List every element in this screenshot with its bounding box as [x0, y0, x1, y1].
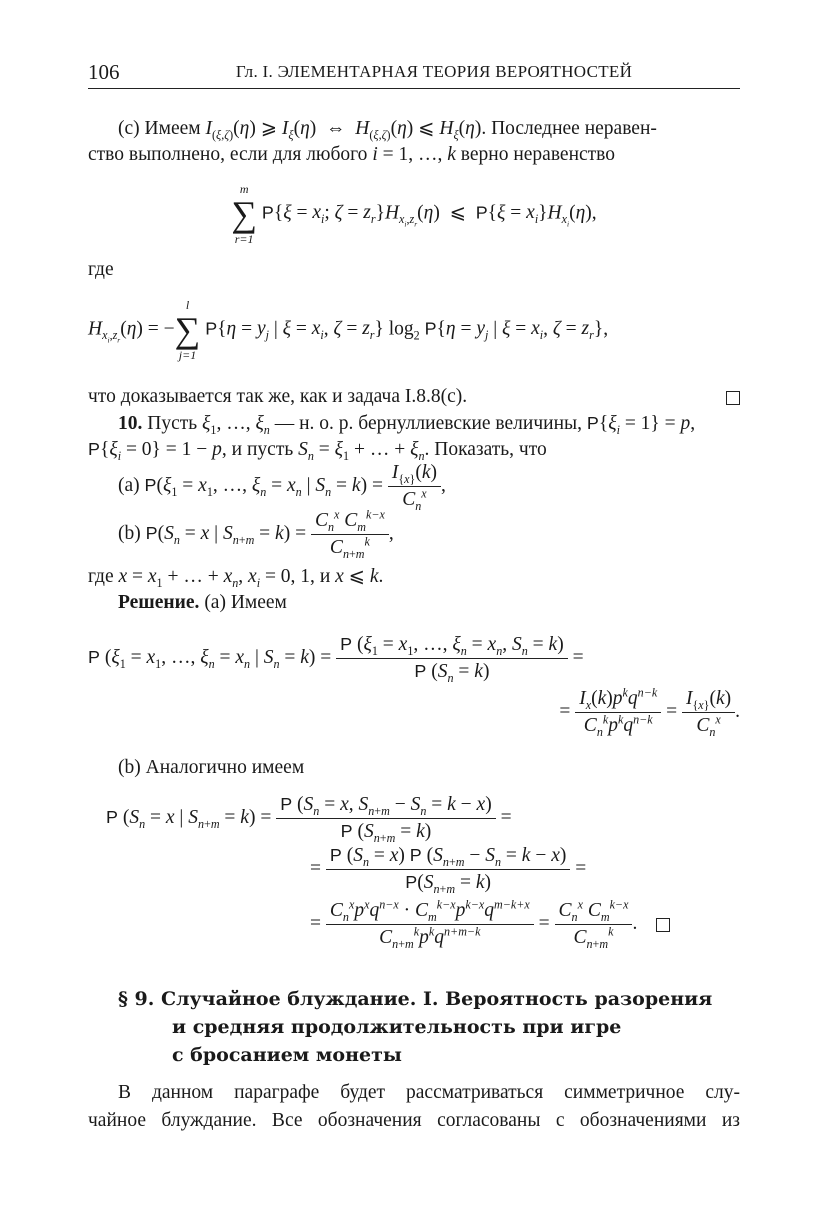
text-solution: Решение. (a) Имеем	[118, 592, 287, 613]
formula-solution-b-1: P ($S_n = x$ | $S_{n+m} = k$) = $\frac{P (S_n = x, S_{n+m} - S_n = k - x)}{P (S_{n+m} = k)}$ =	[106, 794, 512, 845]
text-proved: что доказывается так же, как и задача I.8.8(c).	[88, 385, 740, 409]
page	[88, 0, 740, 1210]
running-header	[88, 58, 740, 89]
text-similarly: (b) Аналогично имеем	[118, 757, 305, 778]
formula-solution-a-1: P ($\xi_1 = x_1$, …, $\xi_n = x_n$ | $S_n = k$) = $\frac{P (\xi_1 = x_1, \dots, \xi_n = x_n, S_n = k)}{P (S_n = k)}$ =	[88, 634, 584, 685]
formula-solution-b-2: = $\frac{P (S_n = x) P (S_{n+m} - S_n = k - x)}{P(S_{n+m} = k)}$ =	[310, 845, 587, 896]
text-where: где	[88, 259, 114, 280]
paragraph-line1: В данном параграфе будет рассматриваться симметричное слу-	[118, 1082, 740, 1103]
paragraph-line2: чайное блуждание. Все обозначения согласованы с обозначениями из	[88, 1110, 740, 1131]
problem-10-item-b: (b) $P(S_n = x$ | $S_{n+m} = k$) = $\frac{C_n^x C_m^{k-x}}{C_{n+m}^k}$ ,	[118, 507, 394, 561]
page-number: 106	[88, 60, 120, 84]
problem-10-line1: 10. Пусть $\xi_1$, …, $\xi_n$ — н. о. р. бернуллиевские величины, $P\{\xi_i = 1\} = p$,	[118, 413, 696, 437]
running-title: Гл. I. ЭЛЕМЕНТАРНАЯ ТЕОРИЯ ВЕРОЯТНОСТЕЙ	[235, 62, 633, 81]
section-heading: § 9. Случайное блуждание. I. Вероятность разорения и средняя продолжительность при игре с бросанием монеты	[118, 988, 713, 1066]
formula-solution-b-3: = $\frac{C_n^xp^xq^{n-x} \cdot C_m^{k-x}p^{k-x}q^{m-k+x}}{C_{n+m}^kp^kq^{n+m-k}}$ = $\frac{C_n^x C_m^{k-x}}{C_{n+m}^k}$ .	[310, 900, 740, 949]
text-line-c: (c) Имеем $I_{(\xi,\zeta)}(\eta)$ ⩾ $I_\xi(\eta)$ ⇔ $H_{(\xi,\zeta)}(\eta)$ ⩽ $H_\xi(\eta)$. Последнее неравен-	[118, 118, 657, 142]
problem-10-item-a: (a) $P(\xi_1 = x_1$, …, $\xi_n = x_n$ | $S_n = k$) = $\frac{I_{\{x\}}(k)}{C_n^x}$ ,	[118, 462, 446, 513]
formula-entropy: $H_{x_i,z_r}(\eta)$ = − l ∑ j=1 $P\{\eta = y_j$ | $\xi = x_i$, $\zeta = z_r$} $\log_2 P\{\eta = y_j$ | $\xi = x_i$, $\zeta = z_r$},	[88, 298, 609, 362]
qed-square-icon	[726, 391, 740, 405]
formula-inequality: m ∑ r=1 $P\{\xi = x_i$; $\zeta = z_r\}H_{x_i,z_r}(\eta)$ ⩽ $P\{\xi = x_i\}H_{x_i}(\eta)$,	[231, 182, 597, 246]
sum-symbol: m ∑ r=1	[231, 182, 257, 246]
text-where-x: где $x = x_1$ + … + $x_n$, $x_i = 0$, 1, и x ⩽ k.	[88, 566, 384, 590]
problem-10-line2: $P\{\xi_i = 0\} = 1 - p$, и пусть $S_n = \xi_1$ + … + $\xi_n$. Показать, что	[88, 439, 547, 463]
formula-solution-a-2: = $\frac{I_x(k)p^kq^{n-k}}{C_n^kp^kq^{n-k}}$ = $\frac{I_{\{x\}}(k)}{C_n^x}$ .	[559, 685, 740, 739]
text-line-c2: ство выполнено, если для любого i = 1, …, k верно неравенство	[88, 144, 616, 165]
qed-square-icon	[656, 918, 670, 932]
